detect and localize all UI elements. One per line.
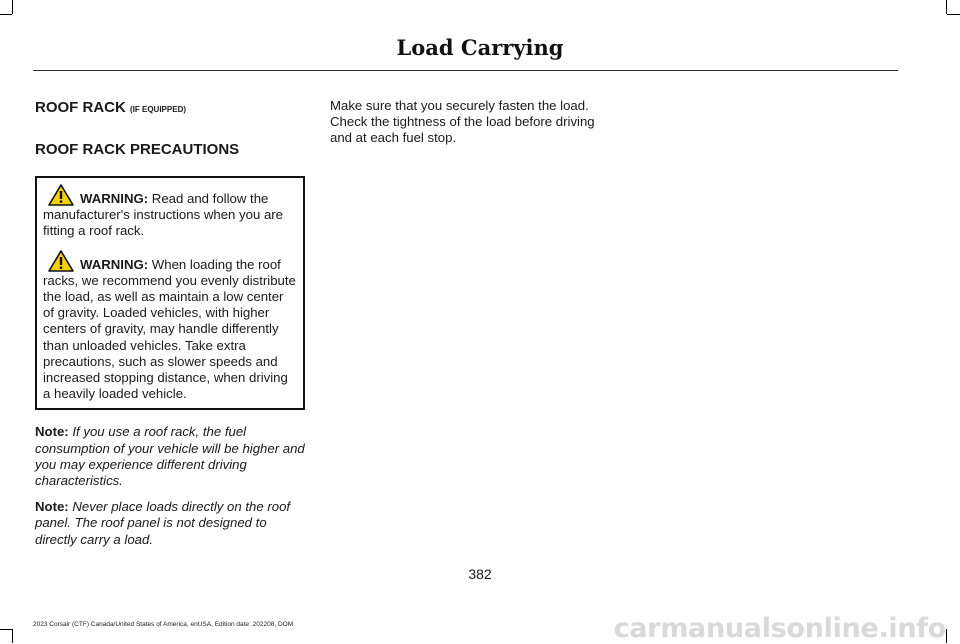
crop-mark-bottom-left-horizontal xyxy=(0,629,12,630)
warning-triangle-icon xyxy=(48,250,74,272)
warning-box xyxy=(35,176,305,410)
body-paragraph: Make sure that you securely fasten the load. Check the tightness of the load before driving and at each fuel stop. xyxy=(330,98,595,146)
right-column xyxy=(330,98,620,147)
note-label: Note: xyxy=(35,424,69,440)
section-qualifier: (IF EQUIPPED) xyxy=(130,105,187,114)
crop-mark-top-left xyxy=(12,0,13,14)
note-label: Note: xyxy=(35,499,69,515)
page-number: 382 xyxy=(468,566,492,582)
warning-2 xyxy=(43,250,298,403)
warning-triangle-icon xyxy=(48,184,74,206)
note-1 xyxy=(35,424,307,489)
subsection-title: ROOF RACK PRECAUTIONS xyxy=(35,141,240,158)
note-text: If you use a roof rack, the fuel consumption of your vehicle will be higher and you may experience different driving characteristics. xyxy=(35,424,305,489)
warning-text: Read and follow the manufacturer's instructions when you are fitting a roof rack. xyxy=(43,191,284,239)
warning-1 xyxy=(43,184,298,240)
footer-edition-text: 2023 Corsair (CTF) Canada/United States of America, enUSA, Edition date: 202208, DOM xyxy=(33,621,294,628)
crop-mark-bottom-right xyxy=(946,629,947,643)
warning-label: WARNING: xyxy=(80,191,149,206)
crop-mark-bottom-left xyxy=(12,629,13,643)
section-title: ROOF RACK xyxy=(35,99,126,116)
left-column xyxy=(35,98,307,548)
note-2 xyxy=(35,499,307,548)
section-heading xyxy=(35,98,307,120)
crop-mark-top-right xyxy=(946,0,947,14)
note-text: Never place loads directly on the roof panel. The roof panel is not designed to directly carry a load. xyxy=(35,499,291,547)
crop-mark-top-left-horizontal xyxy=(0,14,12,15)
warning-label: WARNING: xyxy=(80,256,149,272)
page-title: Load Carrying xyxy=(396,35,564,60)
crop-mark-top-right-horizontal xyxy=(947,14,960,15)
warning-text: When loading the roof racks, we recommend you evenly distribute the load, as well as maintain a low center of gravity. Loaded vehicles, with higher centers of gravity, may handle differently than unloaded vehicles. Take extra precautions, such as slower speeds and increased stopping distance, when driving a heavily loaded vehicle. xyxy=(43,256,296,402)
watermark: carmanualsonline.info xyxy=(613,613,946,644)
header-divider xyxy=(33,70,898,71)
